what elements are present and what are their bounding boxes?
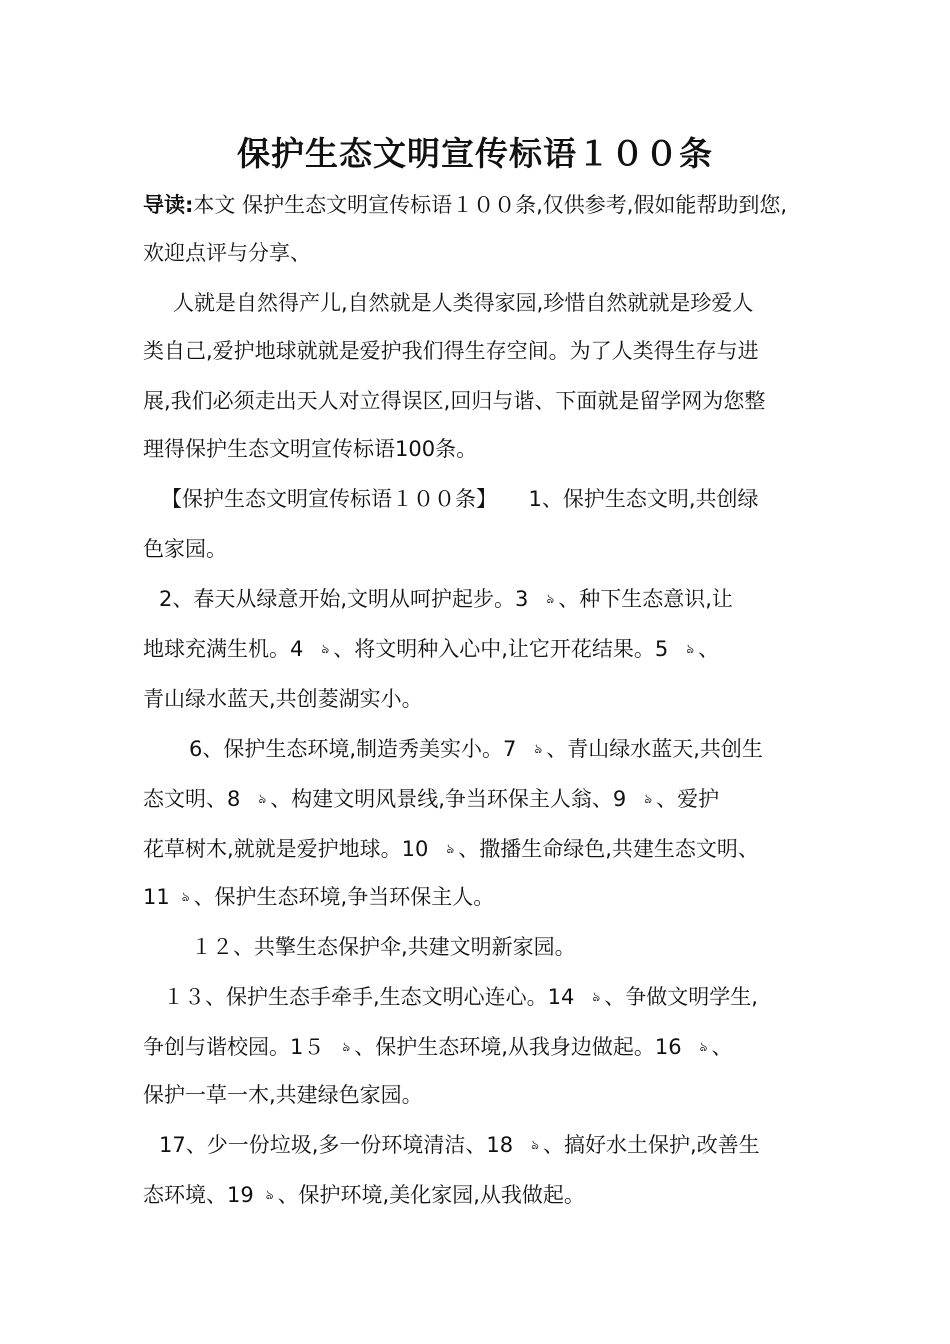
intro-lead: 导读: <box>143 193 194 217</box>
line-segment: 、争做文明学生, <box>604 985 758 1009</box>
text-line <box>143 834 833 865</box>
line-segment: 、青山绿水蓝天,共创生 <box>546 737 763 761</box>
line-segment: 、搞好水土保护,改善生 <box>542 1133 760 1157</box>
glyph-mark: ঌ <box>592 990 601 1005</box>
text-line: 展,我们必须走出天人对立得误区,回归与谐、下面就是留学网为您整 <box>143 389 766 413</box>
text-line <box>143 1180 833 1211</box>
line-segment: 、构建文明风景线,争当环保主人翁、9 <box>270 787 627 811</box>
text-line: 【保护生态文明宣传标语１００条】 1、保护生态文明,共创绿 <box>161 487 759 511</box>
line-segment: 2、春天从绿意开始,文明从呵护起步。3 <box>159 587 529 611</box>
text-line <box>143 1130 849 1161</box>
glyph-mark: ঌ <box>446 842 455 857</box>
line-segment: 、爱护 <box>656 787 720 811</box>
line-segment: 、 <box>698 637 720 661</box>
glyph-mark: ঌ <box>342 1040 351 1055</box>
line-segment: 花草树木,就就是爱护地球。10 <box>143 837 429 861</box>
text-line <box>143 882 833 913</box>
text-line <box>143 982 853 1013</box>
glyph-mark: ঌ <box>699 1040 708 1055</box>
line-segment: 争创与谐校园。1５ <box>143 1035 325 1059</box>
glyph-mark: ঌ <box>546 592 555 607</box>
line-segment: 态文明、8 <box>143 787 241 811</box>
line-segment: 、保护环境,美化家园,从我做起。 <box>277 1183 585 1207</box>
glyph-mark: ঌ <box>534 742 543 757</box>
glyph-mark: ঌ <box>181 890 190 905</box>
text-line <box>143 734 879 765</box>
text-line <box>143 584 849 615</box>
line-segment: 态环境、19 <box>143 1183 254 1207</box>
glyph-mark: ঌ <box>531 1138 539 1153</box>
text-line: 欢迎点评与分享、 <box>143 241 311 265</box>
line-segment: 17、少一份垃圾,多一份环境清洁、18 <box>159 1133 514 1157</box>
text-line: 保护一草一木,共建绿色家园。 <box>143 1083 423 1107</box>
text-line <box>143 784 833 815</box>
glyph-mark: ঌ <box>265 1188 274 1203</box>
line-segment: １３、保护生态手牵手,生态文明心连心。14 <box>163 985 575 1009</box>
glyph-mark: ঌ <box>258 792 267 807</box>
document-title: 保护生态文明宣传标语１００条 <box>237 134 713 173</box>
line-segment: 、保护生态环境,从我身边做起。16 <box>354 1035 682 1059</box>
line-segment: 11 <box>143 885 170 909</box>
line-segment: 地球充满生机。4 <box>143 637 304 661</box>
intro-line <box>143 190 833 220</box>
glyph-mark: ঌ <box>321 642 330 657</box>
text-line: 理得保护生态文明宣传标语100条。 <box>143 437 478 461</box>
line-segment: 、将文明种入心中,让它开花结果。5 <box>333 637 669 661</box>
text-line: 人就是自然得产儿,自然就是人类得家园,珍惜自然就就是珍爱人 <box>173 291 754 315</box>
line-segment: 6、保护生态环境,制造秀美实小。7 <box>189 737 517 761</box>
text-line: １２、共擎生态保护伞,共建文明新家园。 <box>191 935 576 959</box>
glyph-mark: ঌ <box>644 792 653 807</box>
line-segment: 、撒播生命绿色,共建生态文明、 <box>458 837 759 861</box>
intro-text: 本文 保护生态文明宣传标语１００条,仅供参考,假如能帮助到您, <box>193 193 788 217</box>
line-segment: 、种下生态意识,让 <box>558 587 733 611</box>
glyph-mark: ঌ <box>686 642 695 657</box>
text-line <box>143 1032 833 1063</box>
text-line: 青山绿水蓝天,共创菱湖实小。 <box>143 687 423 711</box>
text-line: 色家园。 <box>143 537 227 561</box>
text-line: 类自己,爱护地球就就是爱护我们得生存空间。为了人类得生存与进 <box>143 339 759 363</box>
line-segment: 、 <box>711 1035 733 1059</box>
line-segment: 、保护生态环境,争当环保主人。 <box>193 885 495 909</box>
text-line <box>143 634 833 665</box>
